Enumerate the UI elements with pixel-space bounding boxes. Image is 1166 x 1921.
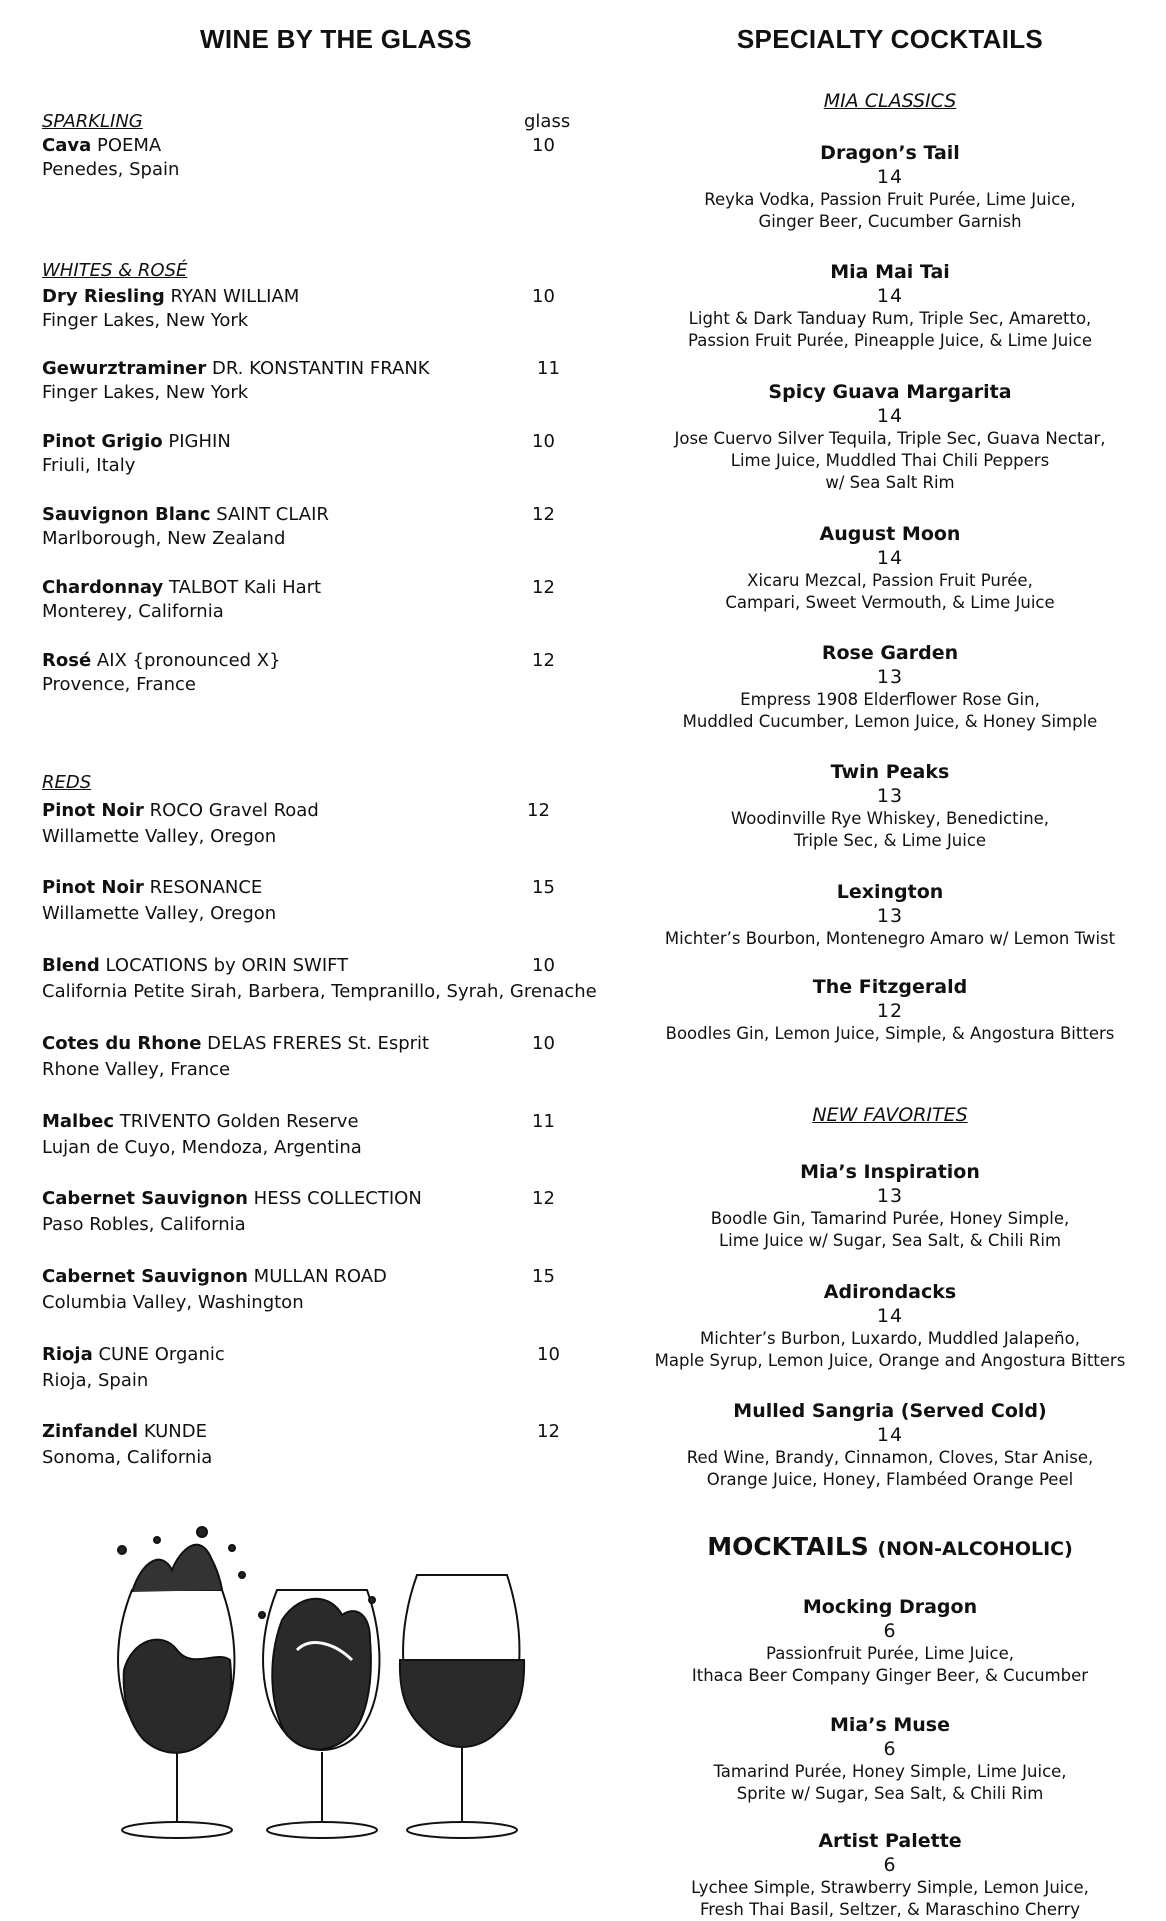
wine-producer: PIGHIN	[162, 431, 231, 452]
mocktail-item	[640, 1829, 1140, 1921]
mocktail-desc: Fresh Thai Basil, Seltzer, & Maraschino Cherry	[699, 1900, 1081, 1919]
wine-region: Finger Lakes, New York	[42, 310, 249, 331]
mocktail-name: Mocking Dragon	[802, 1596, 978, 1618]
mocktail-desc: Sprite w/ Sugar, Sea Salt, & Chili Rim	[736, 1784, 1044, 1803]
wine-price: 10	[537, 1344, 560, 1365]
cocktail-item	[640, 141, 1140, 233]
mocktail-price: 6	[883, 1854, 897, 1876]
cocktail-name: Rose Garden	[821, 642, 959, 664]
cocktails-heading: SPECIALTY COCKTAILS	[736, 24, 1044, 54]
cocktail-desc: Empress 1908 Elderflower Rose Gin,	[740, 690, 1040, 709]
wine-producer: DR. KONSTANTIN FRANK	[206, 358, 430, 379]
wine-producer: LOCATIONS by ORIN SWIFT	[99, 955, 349, 976]
cocktail-desc: Boodles Gin, Lemon Juice, Simple, & Angostura Bitters	[665, 1024, 1115, 1043]
wine-region: California Petite Sirah, Barbera, Tempranillo, Syrah, Grenache	[42, 981, 597, 1002]
wine-item	[42, 1031, 582, 1083]
cocktail-price: 13	[876, 1185, 904, 1207]
cocktail-desc: Woodinville Rye Whiskey, Benedictine,	[730, 809, 1050, 828]
wine-price: 12	[532, 650, 555, 671]
wine-name: Cotes du Rhone	[42, 1033, 202, 1054]
cocktail-desc: Lime Juice, Muddled Thai Chili Peppers	[730, 451, 1050, 470]
cocktail-desc: Muddled Cucumber, Lemon Juice, & Honey Simple	[682, 712, 1098, 731]
wine-name: Cava	[42, 135, 92, 156]
new-favorites-heading: NEW FAVORITES	[812, 1104, 968, 1126]
wine-price: 10	[532, 1033, 555, 1054]
cocktail-price: 12	[876, 1000, 904, 1022]
cocktail-desc: Boodle Gin, Tamarind Purée, Honey Simple,	[710, 1209, 1070, 1228]
wine-region: Rhone Valley, France	[42, 1059, 231, 1080]
wine-region: Columbia Valley, Washington	[42, 1292, 304, 1313]
cocktail-name: Mulled Sangria (Served Cold)	[733, 1400, 1047, 1422]
cocktail-desc: Maple Syrup, Lemon Juice, Orange and Angostura Bitters	[654, 1351, 1126, 1370]
mocktail-item	[640, 1595, 1140, 1687]
wine-producer: DELAS FRERES St. Esprit	[201, 1033, 430, 1054]
wine-item	[42, 798, 582, 850]
mocktail-desc: Ithaca Beer Company Ginger Beer, & Cucumber	[691, 1666, 1089, 1685]
wine-region: Paso Robles, California	[42, 1214, 246, 1235]
wine-producer: MULLAN ROAD	[247, 1266, 387, 1287]
mocktails-title: MOCKTAILS	[707, 1532, 869, 1561]
wine-producer: TRIVENTO Golden Reserve	[114, 1111, 359, 1132]
cocktail-item	[640, 880, 1140, 950]
cocktail-price: 13	[876, 905, 904, 927]
wine-region: Rioja, Spain	[42, 1370, 149, 1391]
mocktail-name: Artist Palette	[818, 1830, 962, 1852]
wine-item	[42, 285, 582, 333]
wine-price: 11	[532, 1111, 555, 1132]
wine-producer: ROCO Gravel Road	[143, 800, 319, 821]
cocktail-desc: w/ Sea Salt Rim	[825, 473, 955, 492]
cocktail-item	[640, 760, 1140, 852]
wine-name: Chardonnay	[42, 577, 164, 598]
cocktail-desc: Orange Juice, Honey, Flambéed Orange Peel	[706, 1470, 1074, 1489]
cocktail-desc: Michter’s Burbon, Luxardo, Muddled Jalapeño,	[700, 1329, 1080, 1348]
reds-section-label: REDS	[42, 772, 92, 793]
cocktail-desc: Light & Dark Tanduay Rum, Triple Sec, Amaretto,	[688, 309, 1092, 328]
wine-item	[42, 1109, 582, 1161]
wine-item	[42, 576, 582, 624]
cocktail-name: Twin Peaks	[830, 761, 950, 783]
cocktail-item	[640, 1280, 1140, 1372]
cocktail-name: Spicy Guava Margarita	[768, 381, 1012, 403]
cocktail-name: Mia’s Inspiration	[800, 1161, 980, 1183]
cocktail-price: 14	[876, 285, 904, 307]
wine-name: Malbec	[42, 1111, 114, 1132]
mocktail-price: 6	[883, 1738, 897, 1760]
wine-name: Zinfandel	[42, 1421, 139, 1442]
wine-glass-swirl-icon	[259, 1590, 379, 1838]
wine-name: Pinot Noir	[42, 877, 144, 898]
wine-glasses-illustration	[102, 1520, 542, 1850]
whites-section-label: WHITES & ROSÉ	[42, 260, 188, 281]
wine-name: Blend	[42, 955, 100, 976]
wine-name: Pinot Grigio	[42, 431, 163, 452]
wine-region: Sonoma, California	[42, 1447, 213, 1468]
wine-name: Dry Riesling	[42, 286, 165, 307]
cocktail-desc: Passion Fruit Purée, Pineapple Juice, & Lime Juice	[688, 331, 1092, 350]
cocktail-desc: Ginger Beer, Cucumber Garnish	[758, 212, 1022, 231]
wine-producer: TALBOT Kali Hart	[163, 577, 322, 598]
mocktail-desc: Passionfruit Purée, Lime Juice,	[766, 1644, 1014, 1663]
wine-producer: SAINT CLAIR	[210, 504, 329, 525]
wine-heading: WINE BY THE GLASS	[200, 24, 472, 54]
wine-price: 12	[532, 577, 555, 598]
mocktails-heading	[640, 1532, 1140, 1561]
wine-name: Rosé	[42, 650, 92, 671]
wine-price: 11	[537, 358, 560, 379]
wine-price: 10	[532, 431, 555, 452]
wine-producer: RESONANCE	[143, 877, 263, 898]
wine-price: 15	[532, 877, 555, 898]
cocktail-price: 14	[876, 1305, 904, 1327]
cocktail-price: 14	[876, 166, 904, 188]
wine-producer: RYAN WILLIAM	[164, 286, 300, 307]
wine-item	[42, 357, 582, 405]
wine-price: 10	[532, 955, 555, 976]
mocktail-name: Mia’s Muse	[829, 1714, 950, 1736]
wine-price: 10	[532, 286, 555, 307]
cocktail-item	[640, 1160, 1140, 1252]
cocktail-item	[640, 1399, 1140, 1491]
wine-price: 12	[537, 1421, 560, 1442]
wine-name: Sauvignon Blanc	[42, 504, 211, 525]
wine-item	[42, 1264, 582, 1316]
wine-item	[42, 649, 582, 697]
cocktail-name: Adirondacks	[823, 1281, 957, 1303]
wine-item	[42, 953, 597, 1005]
cocktail-name: The Fitzgerald	[812, 976, 968, 998]
wine-name: Gewurztraminer	[42, 358, 207, 379]
wine-item	[42, 430, 582, 478]
wine-item	[42, 1186, 582, 1238]
wine-name: Rioja	[42, 1344, 93, 1365]
cocktail-item	[640, 380, 1140, 494]
mocktail-desc: Lychee Simple, Strawberry Simple, Lemon Juice,	[691, 1878, 1089, 1897]
cocktail-name: Lexington	[836, 881, 944, 903]
wine-item	[42, 503, 582, 551]
cocktail-item	[640, 641, 1140, 733]
wine-item	[42, 134, 582, 182]
wine-price: 12	[532, 504, 555, 525]
cocktail-item	[640, 260, 1140, 352]
cocktail-price: 14	[876, 1424, 904, 1446]
wine-region: Lujan de Cuyo, Mendoza, Argentina	[42, 1137, 362, 1158]
cocktail-desc: Jose Cuervo Silver Tequila, Triple Sec, Guava Nectar,	[674, 429, 1106, 448]
cocktail-desc: Lime Juice w/ Sugar, Sea Salt, & Chili Rim	[718, 1231, 1062, 1250]
wine-item	[42, 1419, 582, 1471]
specialty-cocktails-column	[640, 0, 1140, 1920]
cocktail-item	[640, 522, 1140, 614]
wine-region: Willamette Valley, Oregon	[42, 826, 277, 847]
wine-item	[42, 1342, 582, 1394]
wine-name: Pinot Noir	[42, 800, 144, 821]
wine-region: Marlborough, New Zealand	[42, 528, 286, 549]
wine-producer: HESS COLLECTION	[247, 1188, 422, 1209]
cocktail-price: 13	[876, 785, 904, 807]
cocktail-name: August Moon	[819, 523, 961, 545]
wine-producer: CUNE Organic	[92, 1344, 225, 1365]
cocktail-desc: Campari, Sweet Vermouth, & Lime Juice	[725, 593, 1055, 612]
cocktail-desc: Triple Sec, & Lime Juice	[793, 831, 987, 850]
wine-price: 12	[532, 1188, 555, 1209]
cocktail-desc: Michter’s Bourbon, Montenegro Amaro w/ Lemon Twist	[664, 929, 1116, 948]
wine-item	[42, 875, 582, 927]
cocktail-price: 14	[876, 547, 904, 569]
mocktail-price: 6	[883, 1620, 897, 1642]
wine-producer: KUNDE	[138, 1421, 208, 1442]
wine-region: Friuli, Italy	[42, 455, 136, 476]
mocktails-subtitle: (NON-ALCOHOLIC)	[877, 1538, 1073, 1560]
cocktail-desc: Reyka Vodka, Passion Fruit Purée, Lime Juice,	[704, 190, 1076, 209]
wine-producer: POEMA	[91, 135, 162, 156]
wine-price: 15	[532, 1266, 555, 1287]
glass-column-label: glass	[524, 111, 571, 132]
wine-region: Provence, France	[42, 674, 196, 695]
cocktail-price: 14	[876, 405, 904, 427]
sparkling-section-label: SPARKLING	[42, 111, 143, 132]
mia-classics-heading: MIA CLASSICS	[823, 90, 957, 112]
wine-by-the-glass-column	[42, 0, 597, 1920]
cocktail-item	[640, 975, 1140, 1045]
wine-name: Cabernet Sauvignon	[42, 1188, 248, 1209]
wine-region: Penedes, Spain	[42, 159, 180, 180]
wine-producer: AIX {pronounced X}	[91, 650, 281, 671]
cocktail-price: 13	[876, 666, 904, 688]
cocktail-name: Dragon’s Tail	[820, 142, 960, 164]
wine-region: Willamette Valley, Oregon	[42, 903, 277, 924]
wine-region: Monterey, California	[42, 601, 224, 622]
wine-price: 10	[532, 135, 555, 156]
mocktail-item	[640, 1713, 1140, 1805]
wine-region: Finger Lakes, New York	[42, 382, 249, 403]
wine-glass-splash-icon	[118, 1527, 245, 1838]
wine-price: 12	[527, 800, 550, 821]
mocktail-desc: Tamarind Purée, Honey Simple, Lime Juice,	[713, 1762, 1067, 1781]
wine-name: Cabernet Sauvignon	[42, 1266, 248, 1287]
cocktail-desc: Red Wine, Brandy, Cinnamon, Cloves, Star Anise,	[686, 1448, 1094, 1467]
cocktail-desc: Xicaru Mezcal, Passion Fruit Purée,	[747, 571, 1033, 590]
cocktail-name: Mia Mai Tai	[830, 261, 950, 283]
wine-glass-still-icon	[400, 1575, 524, 1838]
